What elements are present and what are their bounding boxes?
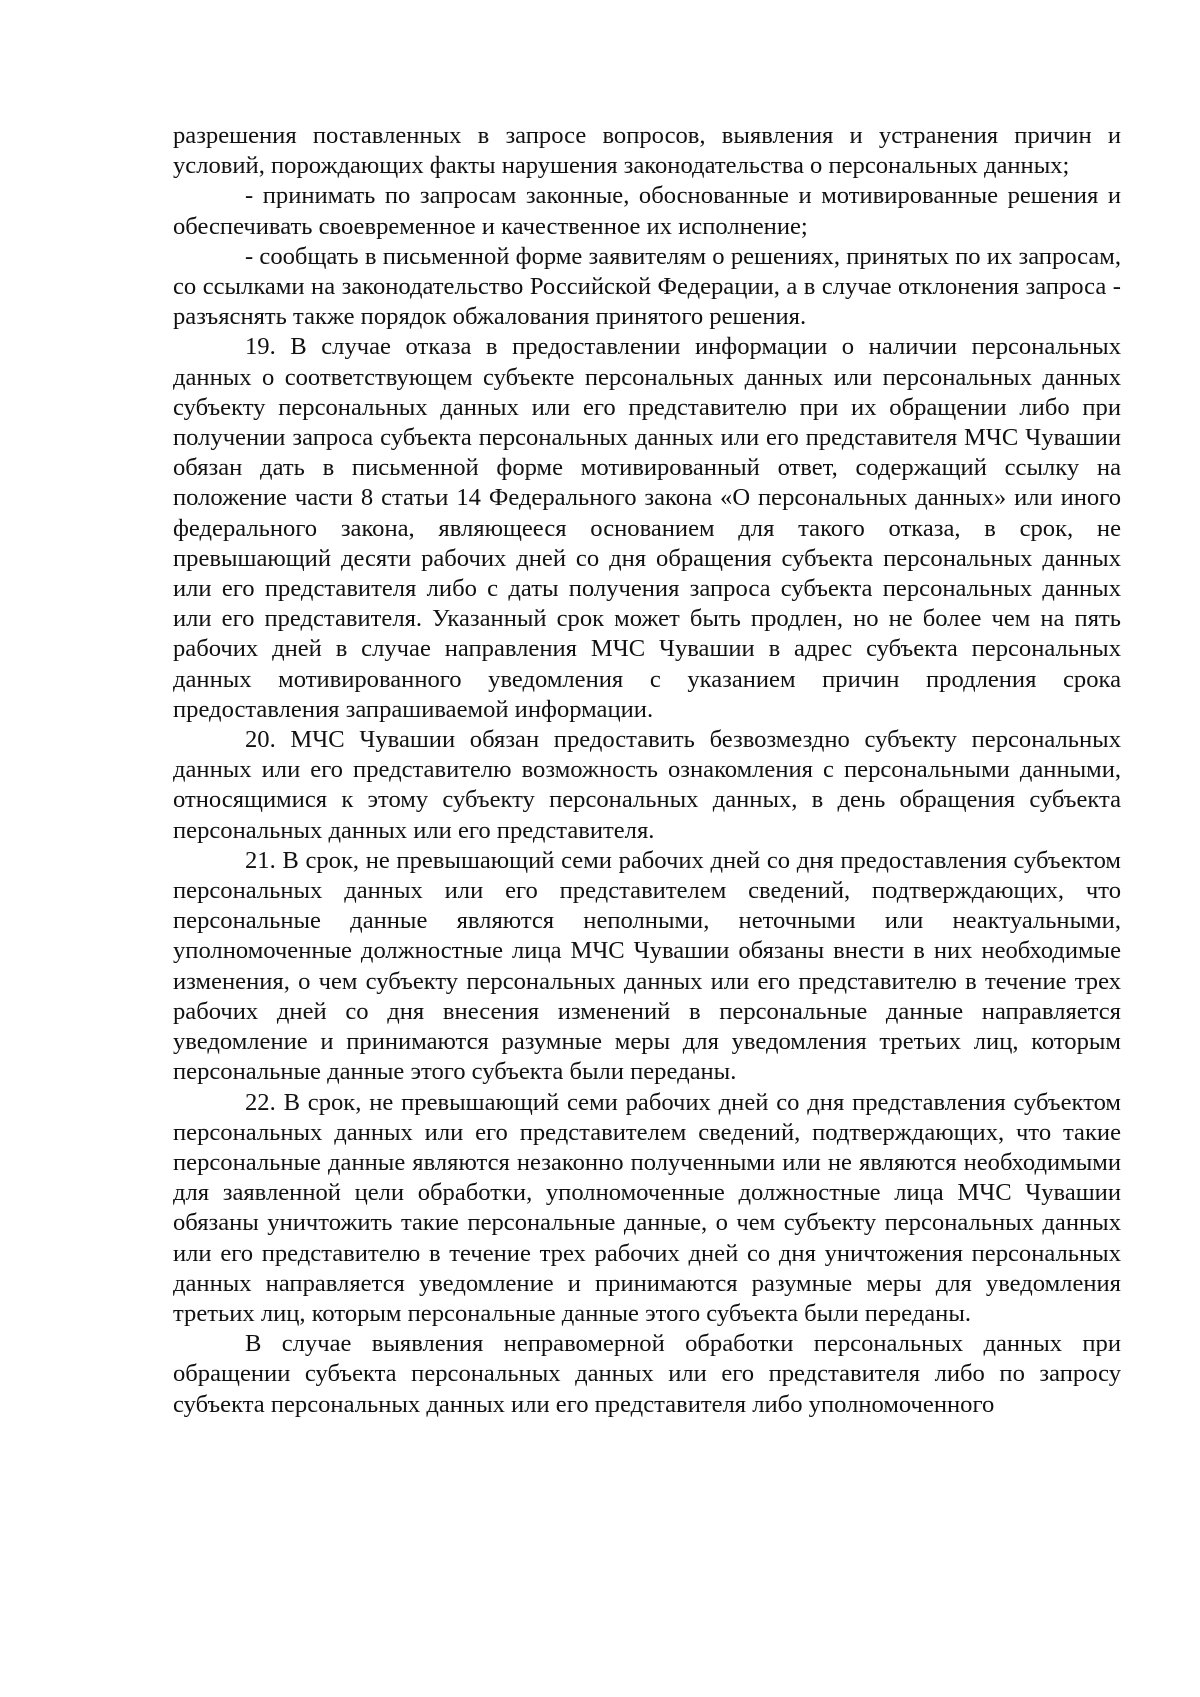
paragraph-accept-decisions: - принимать по запросам законные, обоснованные и мотивированные решения и обеспечивать своевременное и качественное их исполнение;: [173, 182, 1121, 240]
paragraph-item-19: 19. В случае отказа в предоставлении информации о наличии персональных данных о соответствующем субъекте персональных данных или персональных данных субъекту персональных данных или его представителю при их обращении либо при получении запроса субъекта персональных данных или его представителя МЧС Чувашии обязан дать в письменной форме мотивированный ответ, содержащий ссылку на положение части 8 статьи 14 Федерального закона «О персональных данных» или иного федерального закона, являющееся основанием для такого отказа, в срок, не превышающий десяти рабочих дней со дня обращения субъекта персональных данных или его представителя либо с даты получения запроса субъекта персональных данных или его представителя. Указанный срок может быть продлен, но не более чем на пять рабочих дней в случае направления МЧС Чувашии в адрес субъекта персональных данных мотивированного уведомления с указанием причин продления срока предоставления запрашиваемой информации.: [173, 333, 1121, 723]
paragraph-unlawful-processing: В случае выявления неправомерной обработки персональных данных при обращении субъекта персональных данных или его представителя либо по запросу субъекта персональных данных или его представителя либо уполномоченного: [173, 1330, 1121, 1418]
paragraph-item-22: 22. В срок, не превышающий семи рабочих дней со дня представления субъектом персональных данных или его представителем сведений, подтверждающих, что такие персональные данные являются незаконно полученными или не являются необходимыми для заявленной цели обработки, уполномоченные должностные лица МЧС Чувашии обязаны уничтожить такие персональные данные, о чем субъекту персональных данных или его представителю в течение трех рабочих дней со дня уничтожения персональных данных направляется уведомление и принимаются разумные меры для уведомления третьих лиц, которым персональные данные этого субъекта были переданы.: [173, 1088, 1121, 1327]
paragraph-item-21: 21. В срок, не превышающий семи рабочих дней со дня предоставления субъектом персональных данных или его представителем сведений, подтверждающих, что персональные данные являются неполными, неточными или неактуальными, уполномоченные должностные лица МЧС Чувашии обязаны внести в них необходимые изменения, о чем субъекту персональных данных или его представителю в течение трех рабочих дней со дня внесения изменений в персональные данные направляется уведомление и принимаются разумные меры для уведомления третьих лиц, которым персональные данные этого субъекта были переданы.: [173, 846, 1121, 1086]
document-body: [173, 121, 1121, 1420]
paragraph-item-20: 20. МЧС Чувашии обязан предоставить безвозмездно субъекту персональных данных или его представителю возможность ознакомления с персональными данными, относящимися к этому субъекту персональных данных, в день обращения субъекта персональных данных или его представителя.: [173, 726, 1121, 844]
paragraph-continuation: разрешения поставленных в запросе вопросов, выявления и устранения причин и условий, порождающих факты нарушения законодательства о персональных данных;: [173, 122, 1121, 180]
paragraph-notify-applicants: - сообщать в письменной форме заявителям о решениях, принятых по их запросам, со ссылками на законодательство Российской Федерации, а в случае отклонения запроса - разъяснять также порядок обжалования принятого решения.: [173, 242, 1121, 331]
